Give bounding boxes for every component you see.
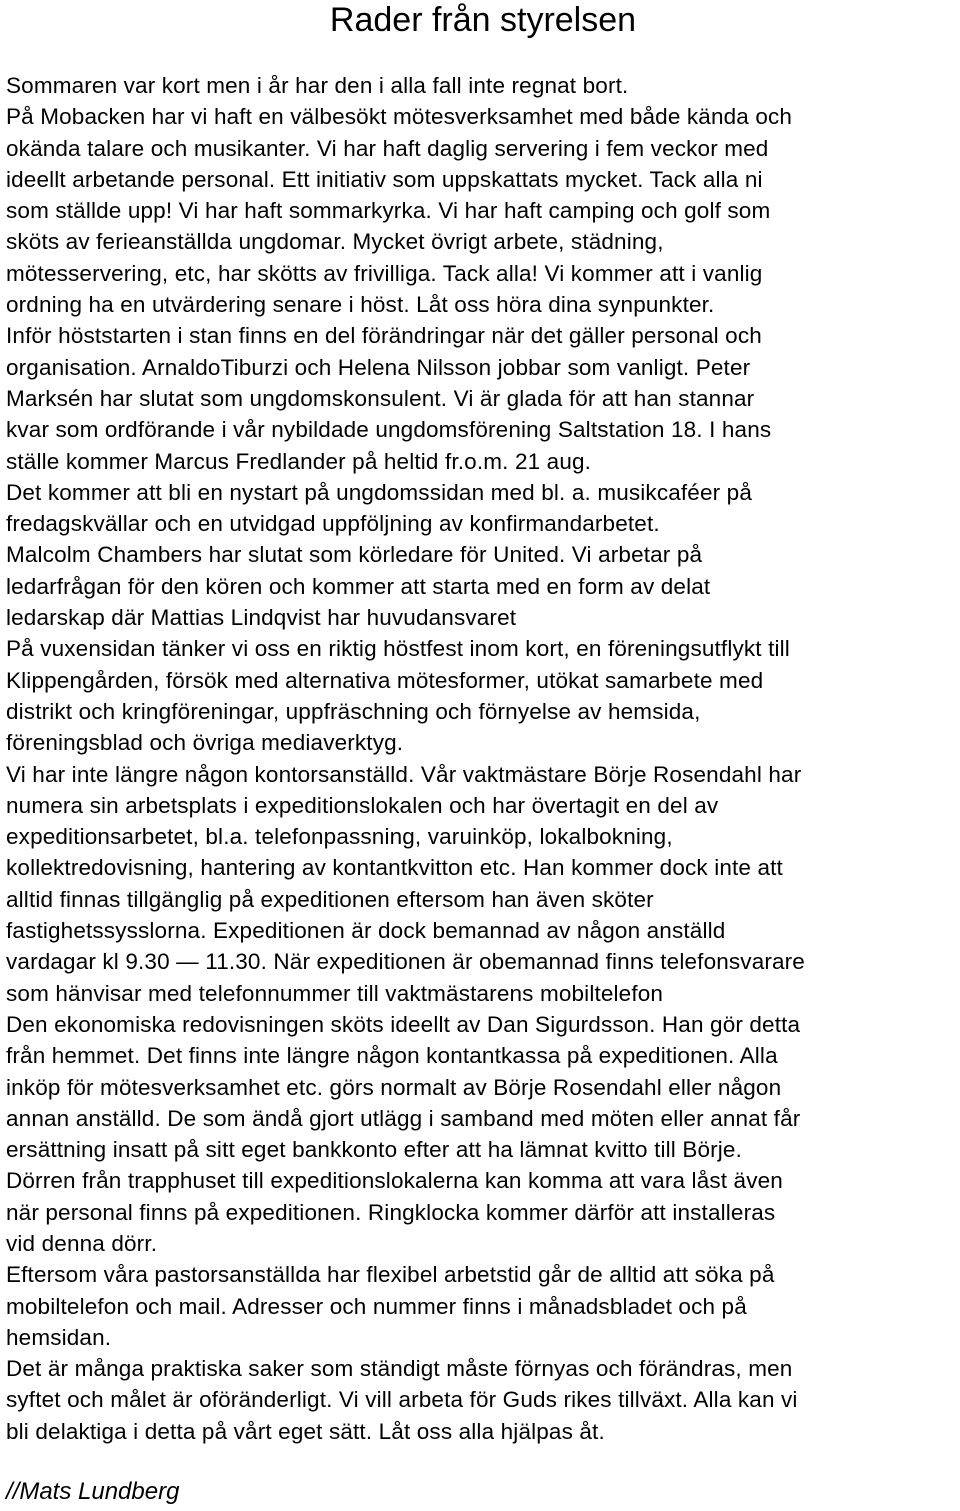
text-line: som ställde upp! Vi har haft sommarkyrka. Vi har haft camping och golf som bbox=[6, 198, 771, 224]
text-line: På Mobacken har vi haft en välbesökt mötesverksamhet med både kända och bbox=[6, 104, 793, 130]
body-text bbox=[6, 70, 951, 1447]
text-line: Det kommer att bli en nystart på ungdomssidan med bl. a. musikcaféer på bbox=[6, 479, 752, 505]
text-line: Eftersom våra pastorsanställda har flexibel arbetstid går de alltid att söka på bbox=[6, 1262, 775, 1288]
page-title: Rader från styrelsen bbox=[329, 1, 637, 39]
text-line: när personal finns på expeditionen. Ringklocka kommer därför att installeras bbox=[6, 1199, 776, 1225]
text-line: ledarskap där Mattias Lindqvist har huvudansvaret bbox=[6, 605, 517, 631]
text-line: ordning ha en utvärdering senare i höst. Låt oss höra dina synpunkter. bbox=[6, 292, 715, 318]
text-line: Klippengården, försök med alternativa mötesformer, utökat samarbete med bbox=[6, 667, 764, 693]
text-line: expeditionsarbetet, bl.a. telefonpassning, varuinköp, lokalbokning, bbox=[6, 824, 673, 850]
text-line: kollektredovisning, hantering av kontantkvitton etc. Han kommer dock inte att bbox=[6, 855, 783, 881]
text-line: från hemmet. Det finns inte längre någon kontantkassa på expeditionen. Alla bbox=[6, 1043, 778, 1069]
text-line: Sommaren var kort men i år har den i alla fall inte regnat bort. bbox=[6, 73, 629, 98]
text-line: organisation. ArnaldoTiburzi och Helena Nilsson jobbar som vanligt. Peter bbox=[6, 354, 751, 380]
text-line: bli delaktiga i detta på vårt eget sätt. Låt oss alla hjälpas åt. bbox=[6, 1418, 605, 1444]
text-line: ställe kommer Marcus Fredlander på heltid fr.o.m. 21 aug. bbox=[6, 448, 592, 474]
text-line: sköts av ferieanställda ungdomar. Mycket övrigt arbete, städning, bbox=[6, 229, 664, 255]
text-line: ideellt arbetande personal. Ett initiativ som uppskattats mycket. Tack alla ni bbox=[6, 166, 763, 192]
text-line: vardagar kl 9.30 — 11.30. När expeditionen är obemannad finns telefonsvarare bbox=[6, 949, 805, 975]
text-line: föreningsblad och övriga mediaverktyg. bbox=[6, 730, 404, 756]
text-line: syftet och målet är oföränderligt. Vi vill arbeta för Guds rikes tillväxt. Alla kan vi bbox=[6, 1387, 798, 1413]
text-line: fastighetssysslorna. Expeditionen är dock bemannad av någon anställd bbox=[6, 918, 726, 944]
text-line: kvar som ordförande i vår nybildade ungdomsförening Saltstation 18. I hans bbox=[6, 417, 772, 443]
text-line: Malcolm Chambers har slutat som körledare för United. Vi arbetar på bbox=[6, 542, 703, 568]
text-line: ledarfrågan för den kören och kommer att starta med en form av delat bbox=[6, 573, 711, 599]
text-line: vid denna dörr. bbox=[6, 1230, 158, 1256]
text-line: alltid finnas tillgänglig på expeditionen eftersom han även sköter bbox=[6, 886, 654, 912]
text-line: Det är många praktiska saker som ständigt måste förnyas och förändras, men bbox=[6, 1356, 793, 1382]
text-line: Dörren från trapphuset till expeditionslokalerna kan komma att vara låst även bbox=[6, 1168, 783, 1194]
text-line: ersättning insatt på sitt eget bankkonto efter att ha lämnat kvitto till Börje. bbox=[6, 1137, 742, 1163]
text-line: fredagskvällar och en utvidgad uppföljning av konfirmandarbetet. bbox=[6, 511, 660, 537]
text-line: som hänvisar med telefonnummer till vaktmästarens mobiltelefon bbox=[6, 980, 664, 1006]
text-line: mobiltelefon och mail. Adresser och nummer finns i månadsbladet och på bbox=[6, 1293, 747, 1319]
text-line: På vuxensidan tänker vi oss en riktig höstfest inom kort, en föreningsutflykt till bbox=[6, 636, 790, 662]
text-line: numera sin arbetsplats i expeditionslokalen och har övertagit en del av bbox=[6, 792, 719, 818]
text-line: hemsidan. bbox=[6, 1324, 112, 1350]
text-line: distrikt och kringföreningar, uppfräschning och förnyelse av hemsida, bbox=[6, 698, 701, 724]
text-line: Marksén har slutat som ungdomskonsulent. Vi är glada för att han stannar bbox=[6, 385, 755, 411]
text-line: Vi har inte längre någon kontorsanställd. Vår vaktmästare Börje Rosendahl har bbox=[6, 761, 802, 787]
text-line: okända talare och musikanter. Vi har haft daglig servering i fem veckor med bbox=[6, 135, 769, 161]
text-line: annan anställd. De som ändå gjort utlägg i samband med möten eller annat får bbox=[6, 1105, 801, 1131]
text-line: Inför höststarten i stan finns en del förändringar när det gäller personal och bbox=[6, 323, 762, 349]
text-line: inköp för mötesverksamhet etc. görs normalt av Börje Rosendahl eller någon bbox=[6, 1074, 782, 1100]
signature: //Mats Lundberg bbox=[6, 1478, 180, 1505]
text-line: Den ekonomiska redovisningen sköts ideellt av Dan Sigurdsson. Han gör detta bbox=[6, 1011, 801, 1037]
text-line: mötesservering, etc, har skötts av frivilliga. Tack alla! Vi kommer att i vanlig bbox=[6, 260, 763, 286]
